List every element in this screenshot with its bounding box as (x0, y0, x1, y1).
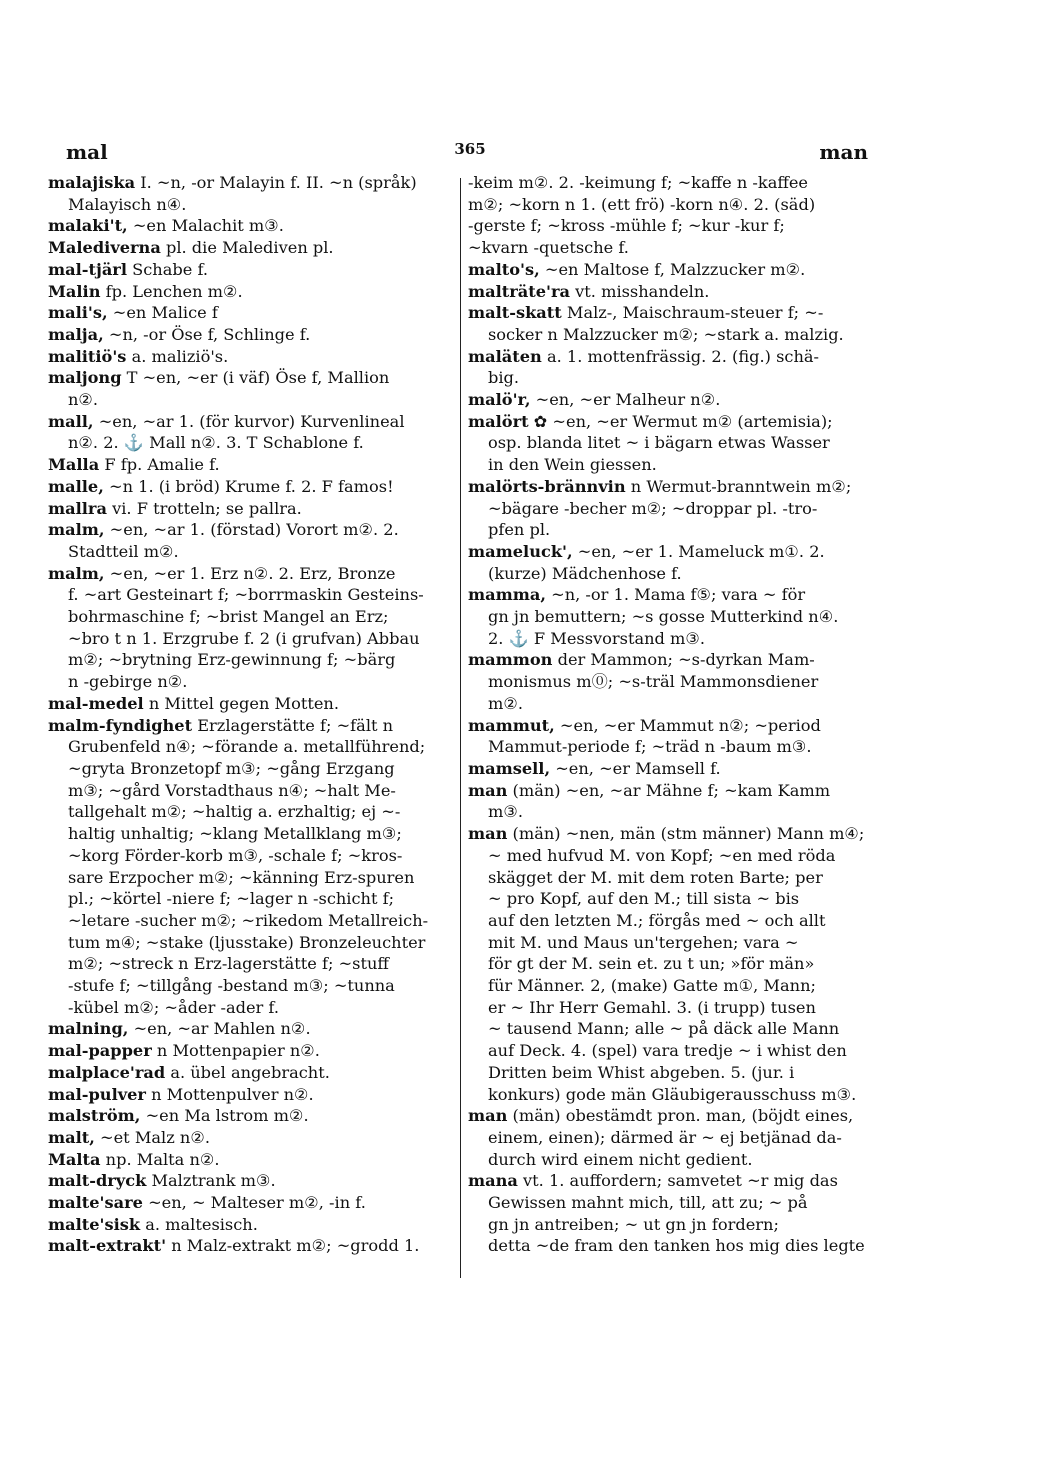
dictionary-entry-start: Malediverna pl. die Malediven pl. (48, 238, 334, 258)
dictionary-entry-start: malt-dryck Malztrank m③. (48, 1171, 276, 1191)
headword: malte'sare (48, 1193, 143, 1213)
dictionary-entry-continuation: pfen pl. (488, 520, 551, 540)
dictionary-entry-continuation: Malayisch n④. (68, 194, 187, 214)
dictionary-entry-continuation: Grubenfeld n④; ~förande a. metallführend; (68, 737, 426, 757)
dictionary-entry-continuation: ~bro t n 1. Erzgrube f. 2 (i grufvan) Abbau (68, 628, 420, 648)
headword: malm-fyndighet (48, 715, 193, 735)
dictionary-entry-start: malörts-brännvin n Wermut-branntwein m②; (468, 476, 852, 496)
dictionary-entry-continuation: ~gryta Bronzetopf m③; ~gång Erzgang (68, 758, 395, 778)
headword: mall, (48, 411, 94, 431)
dictionary-entry-start: malm, ~en, ~ar 1. (förstad) Vorort m②. 2. (48, 520, 399, 540)
dictionary-entry-start: malajiska I. ~n, -or Malayin f. II. ~n (språk) (48, 173, 417, 192)
dictionary-entry-start: malja, ~n, -or Öse f, Schlinge f. (48, 324, 311, 344)
dictionary-entry-continuation: konkurs) gode män Gläubigerausschuss m③. (488, 1084, 857, 1104)
dictionary-entry-start: malö'r, ~en, ~er Malheur n②. (468, 390, 721, 410)
dictionary-entry-continuation: big. (488, 368, 520, 388)
headword: mal-tjärl (48, 259, 127, 279)
dictionary-entry-start: mali's, ~en Malice f (48, 303, 218, 323)
headword: malplace'rad (48, 1062, 166, 1082)
dictionary-entry-start: mamma, ~n, -or 1. Mama f⑤; vara ~ för (468, 585, 806, 605)
headword: malström, (48, 1106, 141, 1126)
dictionary-entry-continuation: socker n Malzzucker m②; ~stark a. malzig. (488, 324, 844, 344)
dictionary-entry-start: mammut, ~en, ~er Mammut n②; ~period (468, 715, 821, 735)
dictionary-entry-start: mal-medel n Mittel gegen Motten. (48, 693, 340, 713)
dictionary-entry-start: mamsell, ~en, ~er Mamsell f. (468, 758, 721, 778)
dictionary-entry-continuation: mit M. und Maus un'tergehen; vara ~ (488, 932, 799, 952)
headword: malträte'ra (468, 281, 571, 301)
dictionary-entry-continuation: -keim m②. 2. -keimung f; ~kaffe n -kaffee (468, 173, 809, 192)
page-number: 365 (454, 140, 486, 158)
dictionary-entry-continuation: ~bägare -becher m②; ~droppar pl. -tro- (488, 498, 818, 518)
header-right-guide-word: man (819, 140, 868, 164)
dictionary-entry-continuation: ~korg Förder-korb m③, -schale f; ~kros- (68, 845, 403, 865)
dictionary-entry-continuation: f. ~art Gesteinart f; ~borrmaskin Gesteins- (68, 585, 424, 605)
headword: malto's, (468, 259, 540, 279)
dictionary-entry-continuation: haltig unhaltig; ~klang Metallklang m③; (68, 824, 402, 844)
dictionary-entry-start: malström, ~en Ma lstrom m②. (48, 1106, 309, 1126)
dictionary-entry-start: mal-tjärl Schabe f. (48, 259, 209, 279)
dictionary-entry-continuation: m②; ~brytning Erz-gewinnung f; ~bärg (68, 650, 396, 670)
dictionary-entry-start: malning, ~en, ~ar Mahlen n②. (48, 1019, 311, 1039)
dictionary-entry-start: malaki't, ~en Malachit m③. (48, 216, 284, 236)
headword: malt, (48, 1127, 95, 1147)
headword: mamsell, (468, 758, 551, 778)
dictionary-entry-start: malm, ~en, ~er 1. Erz n②. 2. Erz, Bronze (48, 563, 396, 583)
dictionary-entry-continuation: m②. (488, 693, 524, 713)
dictionary-entry-continuation: n -gebirge n②. (68, 672, 188, 692)
headword: malt-extrakt' (48, 1236, 167, 1256)
headword: malte'sisk (48, 1214, 141, 1234)
column-divider (460, 178, 461, 1278)
dictionary-entry-continuation: ~ tausend Mann; alle ~ på däck alle Mann (488, 1019, 840, 1039)
dictionary-entry-start: malt-extrakt' n Malz-extrakt m②; ~grodd 1. (48, 1236, 420, 1256)
dictionary-entry-continuation: gn jn bemuttern; ~s gosse Mutterkind n④. (488, 607, 839, 627)
headword: Malediverna (48, 238, 161, 258)
dictionary-entry-continuation: sare Erzpocher m②; ~känning Erz-spuren (68, 867, 415, 887)
dictionary-entry-continuation: -kübel m②; ~åder -ader f. (68, 997, 279, 1017)
headword: malitiö's (48, 346, 127, 366)
dictionary-entry-start: mal-pulver n Mottenpulver n②. (48, 1084, 314, 1104)
right-column (468, 172, 868, 1257)
dictionary-entry-start: maljong T ~en, ~er (i väf) Öse f, Mallion (48, 368, 390, 388)
headword: malm, (48, 563, 105, 583)
dictionary-entry-continuation: tallgehalt m②; ~haltig a. erzhaltig; ej ~- (68, 802, 401, 822)
dictionary-entry-start: mana vt. 1. auffordern; samvetet ~r mig das (468, 1171, 838, 1191)
dictionary-entry-start: mammon der Mammon; ~s-dyrkan Mam- (468, 650, 815, 670)
dictionary-entry-continuation: m②; ~korn n 1. (ett frö) -korn n④. 2. (säd) (468, 194, 816, 214)
dictionary-entry-continuation: -gerste f; ~kross -mühle f; ~kur -kur f; (468, 216, 785, 236)
headword: malörts-brännvin (468, 476, 626, 496)
dictionary-entry-continuation: Dritten beim Whist abgeben. 5. (jur. i (488, 1062, 795, 1082)
dictionary-entry-continuation: Mammut-periode f; ~träd n -baum m③. (488, 737, 812, 757)
dictionary-entry-start: maläten a. 1. mottenfrässig. 2. (fig.) schä- (468, 346, 820, 366)
headword: mali's, (48, 303, 108, 323)
headword: Malla (48, 455, 100, 475)
dictionary-entry-start: malträte'ra vt. misshandeln. (468, 281, 710, 301)
dictionary-entry-continuation: auf den letzten M.; förgås med ~ och allt (488, 910, 826, 930)
headword: mameluck', (468, 541, 573, 561)
dictionary-entry-start: mameluck', ~en, ~er 1. Mameluck m①. 2. (468, 541, 825, 561)
headword: mammut, (468, 715, 555, 735)
dictionary-entry-start: mal-papper n Mottenpapier n②. (48, 1041, 320, 1061)
dictionary-entry-start: malte'sare ~en, ~ Malteser m②, -in f. (48, 1193, 366, 1213)
dictionary-entry-continuation: gn jn antreiben; ~ ut gn jn fordern; (488, 1214, 779, 1234)
headword: mamma, (468, 585, 546, 605)
dictionary-entry-continuation: auf Deck. 4. (spel) vara tredje ~ i whist den (488, 1041, 847, 1061)
dictionary-entry-start: malt-skatt Malz-, Maischraum-steuer f; ~- (468, 303, 824, 323)
dictionary-entry-start: Malta np. Malta n②. (48, 1149, 220, 1169)
left-column (48, 172, 456, 1257)
dictionary-entry-continuation: für Männer. 2, (make) Gatte m①, Mann; (488, 976, 816, 996)
dictionary-entry-start: malte'sisk a. maltesisch. (48, 1214, 258, 1234)
dictionary-entry-continuation: monismus m⓪; ~s-träl Mammonsdiener (488, 672, 819, 692)
dictionary-entry-continuation: ~ med hufvud M. von Kopf; ~en med röda (488, 845, 836, 865)
headword: mal-medel (48, 693, 144, 713)
headword: malt-skatt (468, 303, 562, 323)
dictionary-entry-start: Malla F fp. Amalie f. (48, 455, 220, 475)
dictionary-entry-continuation: ~letare -sucher m②; ~rikedom Metallreich- (68, 910, 429, 930)
headword: man (468, 1106, 508, 1126)
dictionary-entry-start: malplace'rad a. übel angebracht. (48, 1062, 330, 1082)
dictionary-entry-continuation: Stadtteil m②. (68, 541, 179, 561)
dictionary-entry-continuation: tum m④; ~stake (ljusstake) Bronzeleuchter (68, 932, 426, 952)
dictionary-entry-continuation: n②. 2. ⚓ Mall n②. 3. T Schablone f. (68, 433, 364, 453)
headword: man (468, 780, 508, 800)
dictionary-entry-start: malitiö's a. maliziö's. (48, 346, 229, 366)
headword: maljong (48, 368, 122, 388)
headword: malö'r, (468, 390, 531, 410)
dictionary-entry-continuation: pl.; ~körtel -niere f; ~lager n -schicht f; (68, 889, 395, 909)
headword: malört (468, 411, 529, 431)
dictionary-entry-start: malto's, ~en Maltose f, Malzzucker m②. (468, 259, 806, 279)
headword: malja, (48, 324, 104, 344)
headword: mal-papper (48, 1041, 152, 1061)
headword: malaki't, (48, 216, 128, 236)
dictionary-entry-continuation: durch wird einem nicht gedient. (488, 1149, 753, 1169)
dictionary-entry-continuation: för gt der M. sein et. zu t un; »för män» (488, 954, 815, 974)
dictionary-entry-start: mallra vi. F trotteln; se pallra. (48, 498, 302, 518)
dictionary-entry-continuation: -stufe f; ~tillgång -bestand m③; ~tunna (68, 976, 395, 996)
dictionary-entry-continuation: Gewissen mahnt mich, till, att zu; ~ på (488, 1193, 808, 1213)
dictionary-entry-continuation: detta ~de fram den tanken hos mig dies legte (488, 1236, 865, 1256)
dictionary-entry-continuation: n②. (68, 390, 99, 410)
dictionary-entry-continuation: ~kvarn -quetsche f. (468, 238, 629, 258)
dictionary-entry-continuation: bohrmaschine f; ~brist Mangel an Erz; (68, 607, 389, 627)
dictionary-entry-start: man (män) ~en, ~ar Mähne f; ~kam Kamm (468, 780, 831, 800)
dictionary-entry-start: Malin fp. Lenchen m②. (48, 281, 243, 301)
dictionary-entry-start: malle, ~n 1. (i bröd) Krume f. 2. F famos! (48, 476, 394, 496)
dictionary-entry-continuation: 2. ⚓ F Messvorstand m③. (488, 628, 706, 648)
dictionary-entry-continuation: in den Wein giessen. (488, 455, 657, 475)
headword: maläten (468, 346, 542, 366)
dictionary-entry-start: man (män) ~nen, män (stm männer) Mann m④; (468, 824, 865, 844)
headword: malt-dryck (48, 1171, 147, 1191)
dictionary-entry-start: malört ✿ ~en, ~er Wermut m② (artemisia); (468, 411, 833, 431)
headword: mallra (48, 498, 107, 518)
header-left-guide-word: mal (66, 140, 108, 164)
headword: malning, (48, 1019, 129, 1039)
dictionary-entry-continuation: skägget der M. mit dem roten Barte; per (488, 867, 823, 887)
dictionary-entry-continuation: osp. blanda litet ~ i bägarn etwas Wasser (488, 433, 830, 453)
dictionary-entry-start: malt, ~et Malz n②. (48, 1127, 210, 1147)
headword: mana (468, 1171, 518, 1191)
headword: Malin (48, 281, 101, 301)
dictionary-entry-start: man (män) obestämdt pron. man, (böjdt eines, (468, 1106, 854, 1126)
headword: malm, (48, 520, 105, 540)
dictionary-entry-continuation: einem, einen); därmed är ~ ej betjänad da- (488, 1127, 842, 1147)
headword: man (468, 824, 508, 844)
headword: Malta (48, 1149, 101, 1169)
headword: malajiska (48, 173, 136, 192)
dictionary-entry-start: malm-fyndighet Erzlagerstätte f; ~fält n (48, 715, 394, 735)
dictionary-entry-start: mall, ~en, ~ar 1. (för kurvor) Kurvenlineal (48, 411, 405, 431)
dictionary-entry-continuation: m③; ~gård Vorstadthaus n④; ~halt Me- (68, 780, 396, 800)
headword: malle, (48, 476, 104, 496)
dictionary-entry-continuation: ~ pro Kopf, auf den M.; till sista ~ bis (488, 889, 800, 909)
headword: mal-pulver (48, 1084, 146, 1104)
dictionary-entry-continuation: m②; ~streck n Erz-lagerstätte f; ~stuff (68, 954, 389, 974)
dictionary-entry-continuation: (kurze) Mädchenhose f. (488, 563, 682, 583)
headword: mammon (468, 650, 553, 670)
dictionary-entry-continuation: er ~ Ihr Herr Gemahl. 3. (i trupp) tusen (488, 997, 816, 1017)
dictionary-entry-continuation: m③. (488, 802, 524, 822)
